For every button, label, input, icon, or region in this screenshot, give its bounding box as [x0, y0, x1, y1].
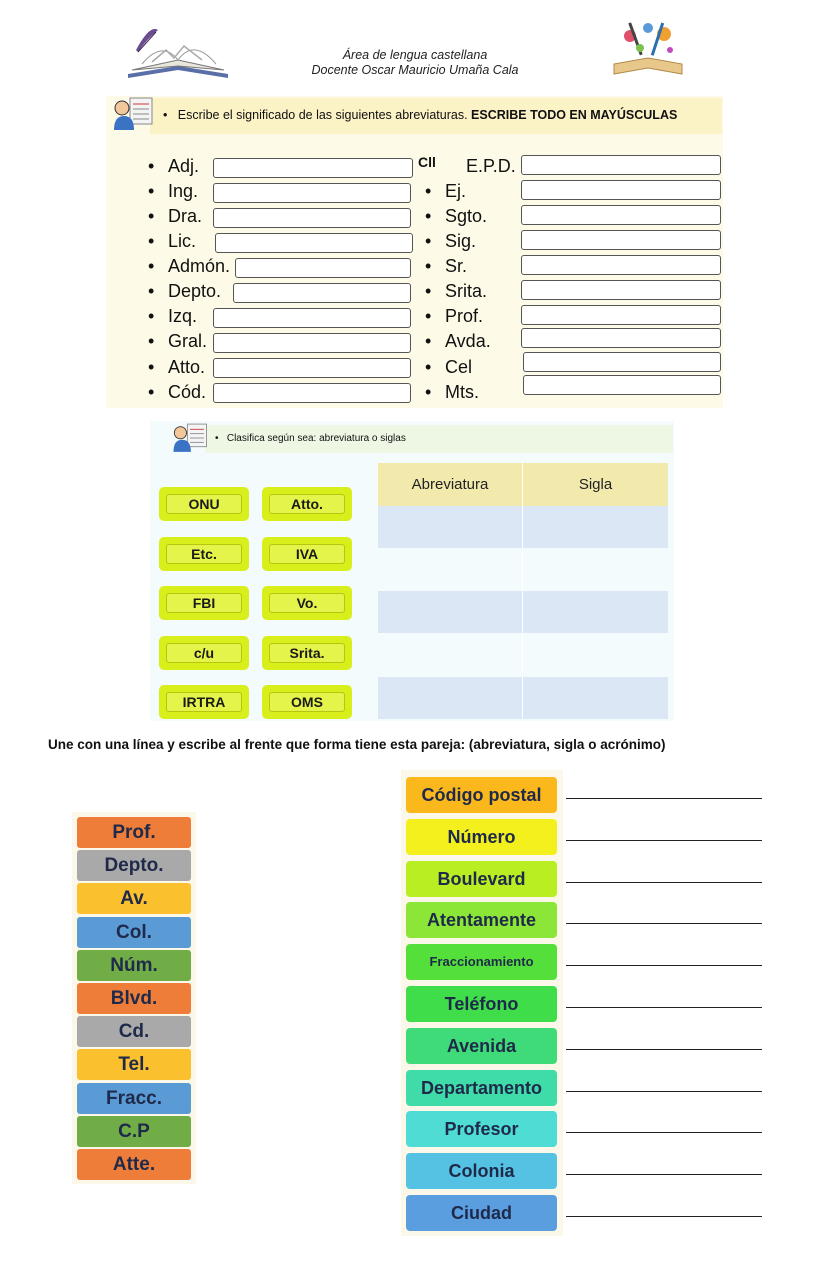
- answer-field[interactable]: [215, 233, 413, 253]
- abbr-item: • Adj.: [148, 156, 200, 176]
- term-chip[interactable]: FBI: [159, 586, 249, 620]
- table-column-divider: [522, 463, 523, 719]
- abbr-item: • Lic.: [148, 231, 197, 251]
- answer-field[interactable]: [523, 352, 721, 372]
- answer-field[interactable]: [521, 155, 721, 175]
- table-header-abbreviation: Abreviatura: [378, 463, 522, 506]
- abbreviation-label[interactable]: Cd.: [77, 1016, 191, 1047]
- abbr-item: • Depto.: [148, 281, 222, 301]
- answer-field[interactable]: [213, 183, 411, 203]
- abbr-item: • Ing.: [148, 181, 199, 201]
- abbr-item: • Ej.: [425, 181, 467, 201]
- meaning-label[interactable]: Departamento: [406, 1070, 557, 1106]
- student-writing-icon: [170, 421, 210, 455]
- abbreviation-label[interactable]: C.P: [77, 1116, 191, 1147]
- answer-line[interactable]: [566, 1007, 762, 1008]
- meaning-label[interactable]: Atentamente: [406, 902, 557, 938]
- answer-line[interactable]: [566, 1216, 762, 1217]
- answer-field[interactable]: [213, 308, 411, 328]
- abbreviation-label[interactable]: Tel.: [77, 1049, 191, 1080]
- meaning-label[interactable]: Boulevard: [406, 861, 557, 897]
- term-chip[interactable]: IRTRA: [159, 685, 249, 719]
- answer-line[interactable]: [566, 1174, 762, 1175]
- term-chip[interactable]: Srita.: [262, 636, 352, 670]
- header-right-illustration: [610, 14, 686, 80]
- meaning-label[interactable]: Avenida: [406, 1028, 557, 1064]
- stray-label: Cll: [418, 154, 436, 170]
- abbreviations-instruction: • Escribe el significado de las siguientes abreviaturas. ESCRIBE TODO EN MAYÚSCULAS: [163, 108, 678, 122]
- meaning-label[interactable]: Número: [406, 819, 557, 855]
- answer-field[interactable]: [521, 180, 721, 200]
- header-text: [260, 48, 570, 78]
- term-chip[interactable]: c/u: [159, 636, 249, 670]
- abbreviation-label[interactable]: Col.: [77, 917, 191, 948]
- answer-line[interactable]: [566, 1049, 762, 1050]
- term-chip[interactable]: Etc.: [159, 537, 249, 571]
- abbreviation-label[interactable]: Prof.: [77, 817, 191, 848]
- abbreviation-label[interactable]: Av.: [77, 883, 191, 914]
- abbr-item: • Sr.: [425, 256, 468, 276]
- abbreviation-label[interactable]: Fracc.: [77, 1083, 191, 1114]
- abbr-item: • Cel: [425, 357, 473, 377]
- answer-line[interactable]: [566, 840, 762, 841]
- table-row[interactable]: [378, 677, 668, 719]
- answer-field[interactable]: [213, 383, 411, 403]
- answer-field[interactable]: [233, 283, 411, 303]
- abbr-item: • Gral.: [148, 331, 208, 351]
- abbr-item: • Dra.: [148, 206, 203, 226]
- answer-line[interactable]: [566, 1091, 762, 1092]
- abbr-item: • Cód.: [148, 382, 207, 402]
- table-row[interactable]: [378, 591, 668, 633]
- answer-field[interactable]: [213, 358, 411, 378]
- term-chip[interactable]: IVA: [262, 537, 352, 571]
- abbr-item: • Sgto.: [425, 206, 488, 226]
- answer-field[interactable]: [213, 208, 411, 228]
- table-row[interactable]: [378, 506, 668, 548]
- answer-line[interactable]: [566, 923, 762, 924]
- answer-line[interactable]: [566, 882, 762, 883]
- answer-line[interactable]: [566, 1132, 762, 1133]
- abbr-item: • Sig.: [425, 231, 477, 251]
- abbr-item: • Avda.: [425, 331, 491, 351]
- answer-field[interactable]: [521, 230, 721, 250]
- answer-field[interactable]: [523, 375, 721, 395]
- abbr-item: • Atto.: [148, 357, 206, 377]
- meaning-label[interactable]: Ciudad: [406, 1195, 557, 1231]
- classify-instruction: • Clasifica según sea: abreviatura o siglas: [215, 433, 406, 444]
- term-chip[interactable]: Atto.: [262, 487, 352, 521]
- abbr-item: • Srita.: [425, 281, 488, 301]
- answer-field[interactable]: [521, 328, 721, 348]
- term-chip[interactable]: OMS: [262, 685, 352, 719]
- answer-field[interactable]: [213, 333, 411, 353]
- table-header-acronym: Sigla: [523, 463, 668, 506]
- answer-field[interactable]: [213, 158, 413, 178]
- header-teacher: Docente Oscar Mauricio Umaña Cala: [311, 63, 519, 77]
- answer-field[interactable]: [235, 258, 411, 278]
- abbr-item: • Prof.: [425, 306, 484, 326]
- abbreviation-label[interactable]: Núm.: [77, 950, 191, 981]
- answer-field[interactable]: [521, 305, 721, 325]
- abbr-item: • Izq.: [148, 306, 198, 326]
- meaning-label[interactable]: Teléfono: [406, 986, 557, 1022]
- answer-line[interactable]: [566, 965, 762, 966]
- abbr-item: E.P.D.: [466, 156, 516, 176]
- abbreviation-label[interactable]: Blvd.: [77, 983, 191, 1014]
- abbreviation-label[interactable]: Atte.: [77, 1149, 191, 1180]
- matching-instruction: Une con una línea y escribe al frente que forma tiene esta pareja: (abreviatura, sigla o acrónimo): [48, 737, 666, 752]
- answer-line[interactable]: [566, 798, 762, 799]
- header-subject: Área de lengua castellana: [342, 48, 488, 62]
- answer-field[interactable]: [521, 280, 721, 300]
- term-chip[interactable]: ONU: [159, 487, 249, 521]
- abbr-item: • Mts.: [425, 382, 479, 402]
- header-left-illustration: [122, 20, 234, 82]
- meaning-label[interactable]: Fraccionamiento: [406, 944, 557, 980]
- term-chip[interactable]: Vo.: [262, 586, 352, 620]
- meaning-label[interactable]: Colonia: [406, 1153, 557, 1189]
- meaning-label[interactable]: Profesor: [406, 1111, 557, 1147]
- abbr-item: • Admón.: [148, 256, 231, 276]
- student-writing-icon: [110, 96, 156, 132]
- abbreviation-label[interactable]: Depto.: [77, 850, 191, 881]
- meaning-label[interactable]: Código postal: [406, 777, 557, 813]
- instruction-text: Escribe el significado de las siguientes abreviaturas.: [177, 108, 468, 122]
- answer-field[interactable]: [521, 205, 721, 225]
- instruction-emphasis: ESCRIBE TODO EN MAYÚSCULAS: [471, 108, 678, 122]
- answer-field[interactable]: [521, 255, 721, 275]
